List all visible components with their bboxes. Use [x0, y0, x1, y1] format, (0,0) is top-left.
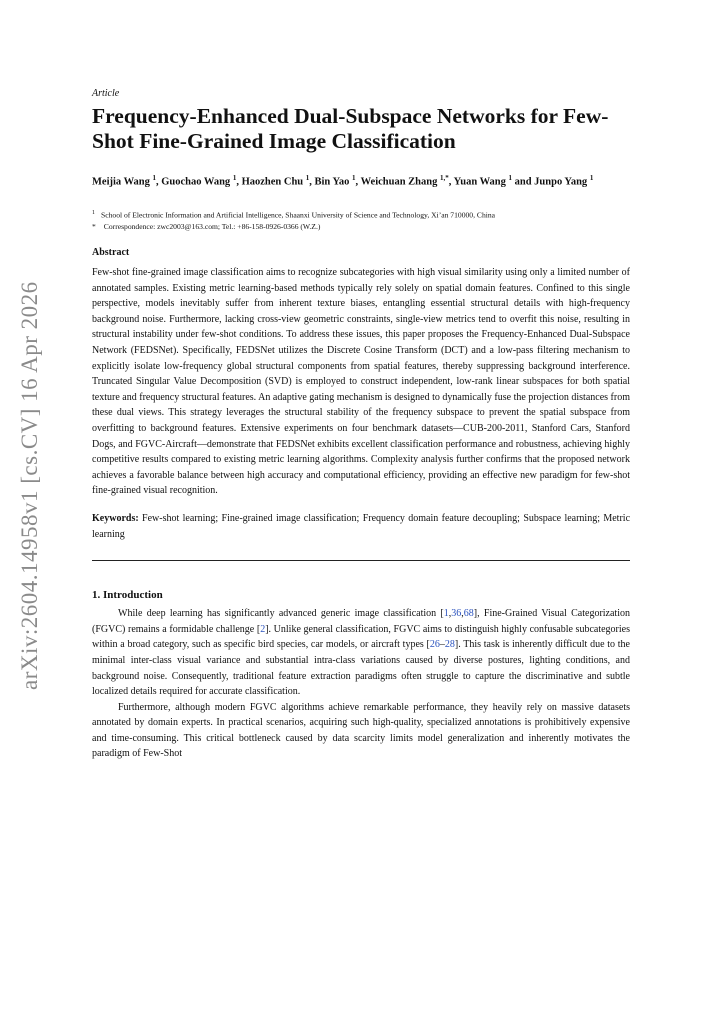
- author-separator: ,: [236, 176, 242, 188]
- author-affiliation-marker: 1,*: [439, 174, 449, 182]
- correspondence-text: Correspondence: zwc2003@163.com; Tel.: +86-158-0926-0366 (W.Z.): [103, 222, 321, 232]
- author-name: Junpo Yang: [534, 176, 590, 188]
- arxiv-side-stamp: arXiv:2604.14958v1 [cs.CV] 16 Apr 2026: [17, 281, 42, 690]
- citation-link[interactable]: 28: [444, 639, 455, 651]
- author-separator: ,: [155, 176, 162, 188]
- citation-sep: –: [439, 639, 445, 651]
- author-separator: ,: [448, 176, 454, 188]
- author-affiliation-marker: 1: [508, 174, 512, 182]
- intro-text: While deep learning has significantly advanced generic image classification [: [118, 608, 444, 620]
- author-name: Haozhen Chu: [241, 176, 306, 188]
- author-name: Weichuan Zhang: [360, 176, 440, 188]
- abstract-heading: Abstract: [92, 247, 130, 259]
- author-separator: ,: [355, 176, 361, 188]
- paper-title: Frequency-Enhanced Dual-Subspace Networks for Few-Shot Fine-Grained Image Classification: [92, 104, 609, 153]
- author-affiliation-marker: 1: [305, 174, 310, 182]
- citation-sep: ,: [461, 608, 464, 620]
- affiliation: [92, 208, 630, 221]
- author-separator: ,: [309, 176, 315, 188]
- author-affiliation-marker: 1: [152, 174, 156, 182]
- intro-text: ]. Unlike general classification, FGVC aims to distinguish highly confusable subcategories within a broad category, such as specific bird species, car models, or aircraft types [: [92, 623, 630, 651]
- citation-link[interactable]: 1: [443, 608, 449, 620]
- author-affiliation-marker: 1: [589, 174, 594, 182]
- author-list: [92, 170, 630, 191]
- affiliation-marker: 1: [92, 209, 95, 216]
- author-name: Guochao Wang: [161, 176, 233, 188]
- author-affiliation-marker: 1: [232, 174, 237, 182]
- author-name: Bin Yao: [314, 176, 353, 188]
- introduction-paragraph-2: Furthermore, although modern FGVC algorithms achieve remarkable performance, they heavily rely on massive datasets annotated by domain experts. In practical scenarios, acquiring such high-quality, specialized annotations is prohibitively expensive and time-consuming. This critical bottleneck caused by data scarcity limits model generalization and inherently motivates the paradigm of Few-Shot: [92, 701, 630, 760]
- keywords: [92, 511, 630, 542]
- author-separator: and: [511, 176, 535, 188]
- abstract-body: Few-shot fine-grained image classification aims to recognize subcategories with high visual similarity using only a limited number of annotated samples. Existing metric learning-based methods typically rely solely on spatial domain features. Confined to this single perspective, models inevitably suffer from inherent texture biases, entangling essential structural details with high-frequency background noise. Furthermore, lacking cross-view geometric constraints, single-view metrics tend to overfit this noise, resulting in structural instability under few-shot conditions. To address these issues, this paper proposes the Frequency-Enhanced Dual-Subspace Network (FEDSNet). Specifically, FEDSNet utilizes the Discrete Cosine Transform (DCT) and a low-pass filtering mechanism to explicitly isolate low-frequency global structural components from spatial features, thereby suppressing background interference. Truncated Singular Value Decomposition (SVD) is employed to construct independent, low-rank linear subspaces for both spatial texture and frequency structural features. An adaptive gating mechanism is designed to dynamically fuse the projection distances from these dual views. This strategy leverages the structural stability of the frequency subspace to prevent the spatial subspace from overfitting to background features. Extensive experiments on four benchmark datasets—CUB-200-2011, Stanford Cars, Stanford Dogs, and FGVC-Aircraft—demonstrate that FEDSNet exhibits excellent classification performance and robustness, achieving highly competitive results compared to existing metric learning algorithms. Complexity analysis further confirms that the proposed network achieves a favorable balance between high accuracy and computational efficiency, providing an effective new paradigm for few-shot fine-grained visual recognition.: [92, 267, 630, 497]
- introduction-heading: 1. Introduction: [92, 589, 163, 602]
- paper-page: [92, 88, 630, 762]
- author-name: Yuan Wang: [453, 176, 509, 188]
- citation-link[interactable]: 2: [260, 623, 266, 635]
- article-label: Article: [92, 88, 120, 99]
- intro-text: ], Fine-Grained Visual Categorization (FGVC) remains a formidable challenge [: [92, 608, 630, 635]
- correspondence-marker: *: [92, 222, 96, 232]
- author-name: Meijia Wang: [92, 176, 153, 188]
- keywords-label: Keywords:: [92, 512, 139, 524]
- citation-link[interactable]: 68: [463, 608, 474, 620]
- citation-link[interactable]: 36: [451, 608, 462, 620]
- citation-link[interactable]: 26: [429, 639, 440, 651]
- introduction-paragraph-1: [92, 606, 630, 700]
- intro-text: ]. This task is inherently difficult due to the minimal inter-class visual variance and substantial intra-class variations caused by diverse postures, lighting conditions, and background noise. Consequently, traditional feature extraction paradigms often struggle to capture the discriminative and subtle localized details required for accurate classification.: [92, 639, 630, 698]
- section-divider: [92, 560, 630, 561]
- author-affiliation-marker: 1: [352, 174, 356, 182]
- correspondence: [92, 221, 630, 232]
- keywords-text: Few-shot learning; Fine-grained image classification; Frequency domain feature decoupling; Subspace learning; Metric learning: [92, 512, 631, 540]
- affiliation-text: School of Electronic Information and Artificial Intelligence, Shaanxi University of Science and Technology, Xi’an 710000, China: [101, 210, 496, 220]
- citation-sep: ,: [448, 608, 452, 620]
